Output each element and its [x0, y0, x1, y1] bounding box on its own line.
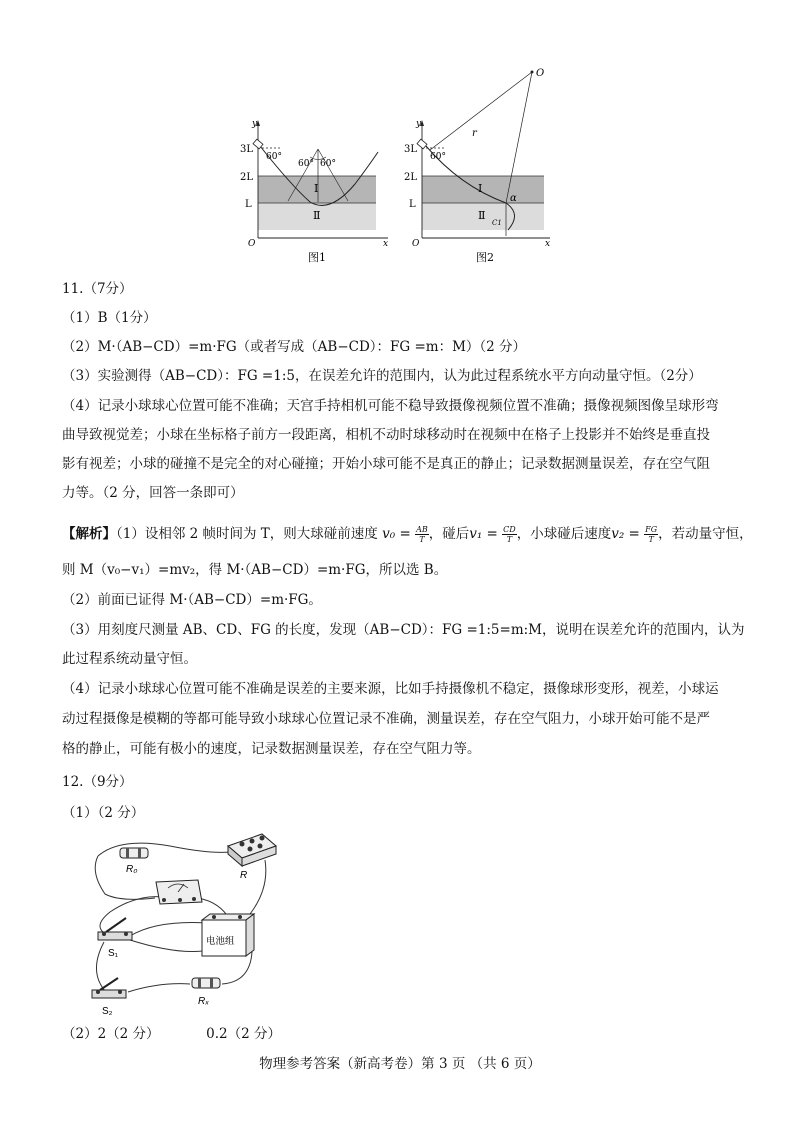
fig1-x-label: x: [383, 239, 389, 249]
fig2-angle: 60°: [430, 152, 446, 162]
fig2-radius-label: r: [472, 128, 477, 139]
fig1-3l-label: 3L: [240, 144, 254, 155]
resistance-box-r: [228, 834, 276, 881]
q12-answer-1: （1）（2 分）: [62, 805, 145, 821]
v0-fraction: $\frac{AB}{T}$: [416, 525, 428, 544]
fig1-angle-b: 60°: [298, 159, 314, 169]
battery-pack: [202, 914, 254, 956]
switch-s2: [92, 978, 126, 1017]
analysis-text-d: ，若动量守恒，: [658, 526, 753, 542]
fig2-c1-label: C1: [492, 219, 502, 227]
fig2-l-label: L: [409, 199, 416, 210]
rx-label: Rₓ: [198, 996, 210, 1007]
fig1-y-label: y: [252, 119, 258, 129]
fig1-origin-label: O: [248, 239, 256, 249]
fig1-region-2-label: Ⅱ: [313, 209, 321, 222]
analysis-text-a: （1）设相邻 2 帧时间为 T，则大球碰前速度: [116, 526, 378, 542]
figure-1: [240, 119, 388, 264]
q11-answer-1: （1）B（1分）: [62, 310, 157, 326]
battery-label: 电池组: [206, 936, 235, 947]
r-label: R: [240, 870, 248, 881]
q11-heading: 11.（7分）: [62, 281, 133, 297]
q11-answer-3: （3）实验测得（AB−CD）：FG =1:5，在误差允许的范围内，认为此过程系统水平方向动量守恒。（2分）: [62, 368, 702, 384]
q11-analysis-line-5: 此过程系统动量守恒。: [62, 651, 197, 667]
analysis-tag: 【解析】: [62, 526, 116, 542]
q12-answer-2a: （2）2（2 分）: [62, 1026, 160, 1042]
resistor-rx: [192, 978, 220, 1007]
analysis-text-b: ，碰后: [428, 526, 470, 542]
fig2-region-2-label: Ⅱ: [478, 209, 486, 222]
region-1: [422, 176, 544, 203]
r0-label: R₀: [126, 864, 138, 875]
q11-answer-2: （2）M·（AB−CD）=m·FG（或者写成（AB−CD）：FG =m：M）（2 分）: [62, 339, 527, 355]
fig2-y-label: y: [416, 119, 422, 129]
q11-answer-4-line-4: 力等。（2 分，回答一条即可）: [62, 485, 244, 501]
voltmeter: [156, 880, 202, 904]
q11-answer-4-line-2: 曲导致视觉差；小球在坐标格子前方一段距离，相机不动时球移动时在视频中在格子上投影并不始终是垂直投: [62, 427, 710, 443]
q11-answer-4-line-3: 影有视差；小球的碰撞不是完全的对心碰撞；开始小球可能不是真正的静止；记录数据测量误差，存在空气阻: [62, 456, 710, 472]
fig2-alpha-label: α: [510, 193, 517, 204]
fig1-l-label: L: [245, 199, 252, 210]
q11-analysis-line-1: [62, 524, 753, 544]
fig1-caption: 图1: [308, 251, 326, 264]
q12-heading: 12.（9分）: [62, 774, 133, 790]
fig1-region-1-label: Ⅰ: [314, 182, 319, 195]
q12-answer-2: [62, 1024, 281, 1044]
s2-label: S₂: [102, 1006, 113, 1017]
v0-symbol: v₀ =: [382, 526, 411, 542]
v2-fraction: $\frac{FG}{T}$: [645, 525, 658, 544]
s1-label: S₁: [108, 948, 119, 959]
fig2-center-label: O: [536, 68, 545, 79]
fig1-2l-label: 2L: [240, 172, 254, 183]
q11-analysis-line-2: 则 M（v₀−v₁）=mv₂，得 M·（AB−CD）=m·FG，所以选 B。: [62, 562, 448, 578]
q11-answer-4-line-1: （4）记录小球球心位置可能不准确；天宫手持相机可能不稳导致摄像视频位置不准确；摄像视频图像呈球形弯: [62, 398, 719, 414]
v1-symbol: v₁ =: [469, 526, 498, 542]
fig2-x-label: x: [545, 239, 551, 249]
figures-area: [240, 64, 570, 274]
v1-fraction: $\frac{CD}{T}$: [503, 525, 516, 544]
fig2-region-1-label: Ⅰ: [478, 182, 483, 195]
fig2-caption: 图2: [476, 251, 494, 264]
q11-analysis-line-3: （2）前面已证得 M·（AB−CD）=m·FG。: [62, 592, 322, 608]
figure-2: [404, 68, 550, 264]
fig2-3l-label: 3L: [404, 144, 418, 155]
q11-analysis-line-4: （3）用刻度尺测量 AB、CD、FG 的长度，发现（AB−CD）：FG =1:5=m:M，说明在误差允许的范围内，认为: [62, 622, 745, 638]
q11-analysis-line-8: 格的静止，可能有极小的速度，记录数据测量误差，存在空气阻力等。: [62, 741, 481, 757]
q11-analysis-line-6: （4）记录小球球心位置可能不准确是误差的主要来源，比如手持摄像机不稳定，摄像球形变形，视差，小球运: [62, 681, 719, 697]
fig2-origin-label: O: [412, 239, 420, 249]
analysis-text-c: ，小球碰后速度: [516, 526, 612, 542]
switch-s1: [98, 918, 132, 959]
page-footer: 物理参考答案（新高考卷）第 3 页 （共 6 页）: [259, 1056, 541, 1072]
resistor-r0: [120, 848, 148, 875]
fig1-angle-a: 60°: [266, 152, 282, 162]
q12-answer-2b: 0.2（2 分）: [206, 1026, 282, 1042]
fig2-2l-label: 2L: [404, 172, 418, 183]
circuit-diagram: [80, 832, 280, 1024]
q11-analysis-line-7: 动过程摄像是模糊的等都可能导致小球球心位置记录不准确，测量误差，存在空气阻力，小球开始可能不是严: [62, 711, 710, 727]
fig1-angle-c: 60°: [320, 159, 336, 169]
v2-symbol: v₂ =: [611, 526, 640, 542]
